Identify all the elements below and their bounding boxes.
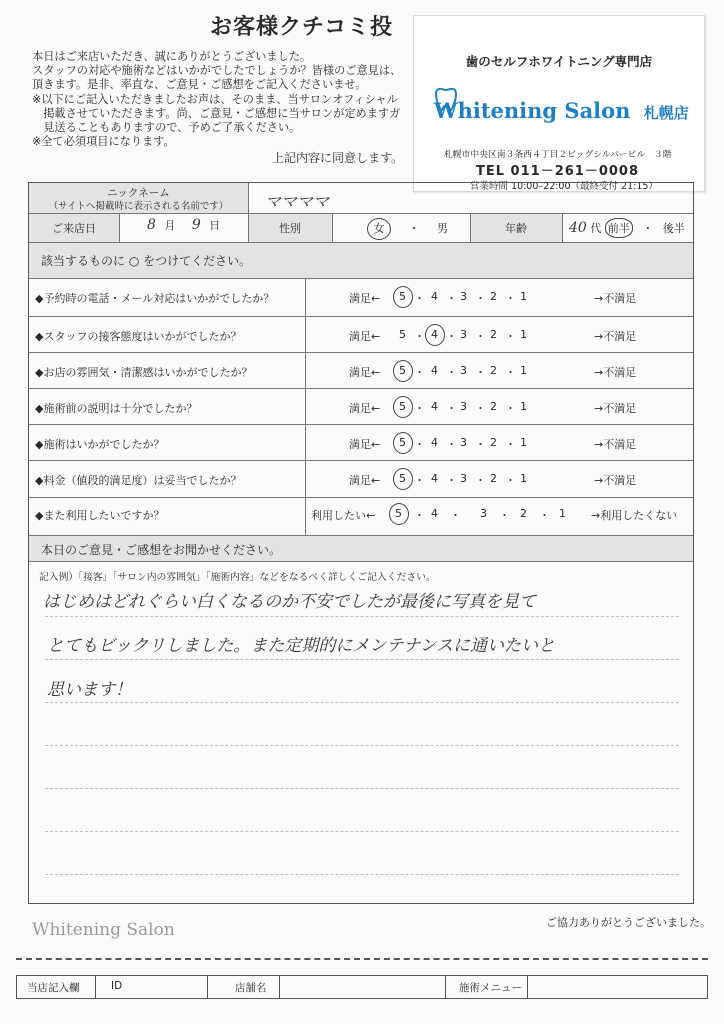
rating-option-4[interactable]: 4 xyxy=(431,328,438,341)
staff-field xyxy=(16,975,708,999)
scale-right-label: →不満足 xyxy=(594,292,637,305)
scale-dot: ・ xyxy=(505,292,516,305)
rating-option-1[interactable]: 1 xyxy=(520,400,527,413)
selected-rating-circle xyxy=(393,396,413,418)
repeat-option-2[interactable]: 2 xyxy=(520,507,527,520)
card-tel: TEL 011－261－0008 xyxy=(476,164,640,179)
intro-line: ※以下にご記入いただきましたお声は、そのまま、当サロンオフィシャル xyxy=(32,92,398,106)
rating-option-1[interactable]: 1 xyxy=(520,364,527,377)
gender-label: 性別 xyxy=(279,222,301,235)
gender-separator: ・ xyxy=(408,222,420,235)
scale-dot: ・ xyxy=(475,292,486,305)
rating-option-2[interactable]: 2 xyxy=(490,436,497,449)
card-brand xyxy=(434,98,689,123)
selected-rating-circle xyxy=(393,432,413,454)
comment-header: 本日のご意見・ご感想をお聞かせください。 xyxy=(41,543,282,557)
card-address: 札幌市中央区南３条西４丁目２ビッグシルバービル ３階 xyxy=(444,150,672,160)
intro-line: スタッフの対応や施術などはいかがでしたでしょうか？皆様のご意見は、 xyxy=(32,64,402,78)
scale-dot: ・ xyxy=(475,330,486,343)
question-text: ◆料金（値段的満足度）は妥当でしたか？ xyxy=(35,474,242,487)
question-text: ◆スタッフの接客態度はいかがでしたか？ xyxy=(35,330,242,343)
scale-right-label: →不満足 xyxy=(594,474,637,487)
branch-name: 札幌店 xyxy=(643,104,689,122)
rating-option-4[interactable]: 4 xyxy=(431,436,438,449)
scale-right-label: →不満足 xyxy=(594,402,637,415)
nickname-label: ニックネーム xyxy=(107,187,170,199)
rating-option-1[interactable]: 1 xyxy=(520,328,527,341)
age-unit: 代 xyxy=(590,222,602,235)
rating-option-3[interactable]: 3 xyxy=(460,436,467,449)
comment-line: とてもビックリしました。また定期的にメンテナンスに通いたいと xyxy=(47,636,555,656)
scale-dot: ・ xyxy=(450,509,461,522)
rating-option-3[interactable]: 3 xyxy=(460,328,467,341)
footer-logo: Whitening Salon xyxy=(32,920,175,940)
repeat-question: ◆また利用したいですか？ xyxy=(35,509,165,522)
thanks-text: ご協力ありがとうございました。 xyxy=(546,916,711,929)
rating-option-3[interactable]: 3 xyxy=(460,472,467,485)
scale-dot: ・ xyxy=(499,509,510,522)
scale-dot: ・ xyxy=(475,474,486,487)
visit-date xyxy=(147,217,220,233)
id-label: ID xyxy=(111,980,123,992)
rating-option-3[interactable]: 3 xyxy=(460,400,467,413)
scale-left-label: 満足← xyxy=(349,366,381,379)
scale-dot: ・ xyxy=(505,366,516,379)
gender-female-option[interactable]: 女 xyxy=(367,218,391,240)
scale-dot: ・ xyxy=(446,366,457,379)
visit-day-unit: 日 xyxy=(209,219,221,232)
rating-option-5[interactable]: 5 xyxy=(399,400,406,413)
card-hours: 営業時間 10:00–22:00（最終受付 21:15） xyxy=(470,181,658,192)
rating-option-2[interactable]: 2 xyxy=(490,472,497,485)
instruction-text: 該当するものに ○ をつけてください。 xyxy=(41,254,252,268)
intro-line: 本日はご来店いただき、誠にありがとうございました。 xyxy=(32,50,312,63)
age-first-half-option[interactable]: 前半 xyxy=(605,218,633,238)
rating-option-2[interactable]: 2 xyxy=(490,400,497,413)
age-second-half-option[interactable]: 後半 xyxy=(662,222,685,235)
rating-option-1[interactable]: 1 xyxy=(520,472,527,485)
selected-rating-circle xyxy=(393,286,413,308)
visit-day: 9 xyxy=(191,217,201,233)
rating-option-3[interactable]: 3 xyxy=(460,290,467,303)
scale-left-label: 満足← xyxy=(349,402,381,415)
visit-month-unit: 月 xyxy=(164,219,176,232)
scale-left-label: 満足← xyxy=(349,292,381,305)
scale-left-label: 満足← xyxy=(349,330,381,343)
scale-dot: ・ xyxy=(505,438,516,451)
rating-option-5[interactable]: 5 xyxy=(399,328,406,341)
selected-rating-circle xyxy=(425,324,445,346)
nickname-sublabel: （サイトへ掲載時に表示される名前です） xyxy=(48,201,229,212)
scale-dot: ・ xyxy=(414,366,425,379)
age-separator: ・ xyxy=(642,222,654,235)
visit-month: 8 xyxy=(147,217,156,233)
intro-line: 見送ることもありますので、予めご了承ください。 xyxy=(32,121,301,135)
card-subtitle: 歯のセルフホワイトニング専門店 xyxy=(465,54,653,69)
store-label: 店舗名 xyxy=(235,982,267,994)
repeat-option-3[interactable]: 3 xyxy=(480,507,487,520)
scale-dot: ・ xyxy=(505,330,516,343)
rating-option-1[interactable]: 1 xyxy=(520,436,527,449)
scale-dot: ・ xyxy=(505,474,516,487)
scale-left-label: 満足← xyxy=(349,438,381,451)
age-value: 40 xyxy=(569,220,587,236)
rating-option-5[interactable]: 5 xyxy=(399,436,406,449)
scale-right-label: →不満足 xyxy=(594,366,637,379)
scale-left-label: 満足← xyxy=(349,474,381,487)
brand-name: Whitening Salon xyxy=(434,98,631,123)
rating-option-4[interactable]: 4 xyxy=(431,290,438,303)
scale-dot: ・ xyxy=(539,509,550,522)
repeat-option-1[interactable]: 1 xyxy=(559,507,566,520)
scale-dot: ・ xyxy=(414,330,425,343)
selected-rating-circle xyxy=(393,468,413,490)
scale-right-label: →不満足 xyxy=(594,438,637,451)
repeat-right-label: →利用したくない xyxy=(591,509,678,522)
intro-line: 頂きます。是非、率直な、ご意見・ご感想をご記入くださいませ。 xyxy=(32,78,367,92)
gender-male-option[interactable]: 男 xyxy=(437,222,448,235)
page-title: お客様クチコミ投 xyxy=(210,15,394,40)
staff-field-label: 当店記入欄 xyxy=(27,982,80,994)
review-form xyxy=(28,182,694,904)
scale-dot: ・ xyxy=(475,438,486,451)
scale-dot: ・ xyxy=(414,438,425,451)
question-text: ◆予約時の電話・メール対応はいかがでしたか？ xyxy=(35,292,275,305)
visit-label: ご来店日 xyxy=(52,222,96,235)
rating-option-5[interactable]: 5 xyxy=(399,290,406,303)
rating-option-3[interactable]: 3 xyxy=(460,364,467,377)
scale-dot: ・ xyxy=(446,438,457,451)
repeat-option-5[interactable]: 5 xyxy=(395,507,402,520)
rating-option-2[interactable]: 2 xyxy=(490,328,497,341)
nickname-value: ママママ xyxy=(265,192,330,211)
rating-option-2[interactable]: 2 xyxy=(490,290,497,303)
business-card xyxy=(413,15,705,192)
agree-text: 上記内容に同意します。 xyxy=(272,151,404,165)
scale-dot: ・ xyxy=(475,366,486,379)
scale-right-label: →不満足 xyxy=(594,330,637,343)
scale-dot: ・ xyxy=(505,402,516,415)
intro-text xyxy=(32,50,412,149)
menu-label: 施術メニュー xyxy=(459,982,522,994)
rating-option-2[interactable]: 2 xyxy=(490,364,497,377)
comment-line: はじめはどれぐらい白くなるのか不安でしたが最後に写真を見て xyxy=(43,592,536,612)
scale-dot: ・ xyxy=(414,292,425,305)
cut-line xyxy=(16,958,708,960)
age-options xyxy=(569,218,685,238)
question-text: ◆お店の雰囲気・清潔感はいかがでしたか？ xyxy=(35,366,253,379)
rating-option-1[interactable]: 1 xyxy=(520,290,527,303)
age-label: 年齢 xyxy=(505,222,527,235)
rating-option-4[interactable]: 4 xyxy=(431,472,438,485)
scale-dot: ・ xyxy=(414,509,425,522)
rating-option-5[interactable]: 5 xyxy=(399,472,406,485)
intro-line: ※全て必須項目になります。 xyxy=(32,135,175,149)
comment-line: 思います！ xyxy=(47,680,132,700)
repeat-left-label: 利用したい← xyxy=(311,509,376,522)
scale-dot: ・ xyxy=(446,330,457,343)
selected-rating-circle xyxy=(393,360,413,382)
scale-dot: ・ xyxy=(475,402,486,415)
scale-dot: ・ xyxy=(446,402,457,415)
repeat-option-4[interactable]: 4 xyxy=(431,507,438,520)
gender-options xyxy=(367,220,448,240)
scale-dot: ・ xyxy=(414,474,425,487)
rating-option-4[interactable]: 4 xyxy=(431,400,438,413)
repeat-scale xyxy=(311,507,375,523)
scale-dot: ・ xyxy=(446,474,457,487)
scale-dot: ・ xyxy=(446,292,457,305)
question-text: ◆施術はいかがでしたか？ xyxy=(35,438,165,451)
comment-example: 記入例）「接客」「サロン内の雰囲気」「施術内容」などをなるべく詳しくご記入ください。 xyxy=(39,572,436,583)
rating-option-5[interactable]: 5 xyxy=(399,364,406,377)
rating-option-4[interactable]: 4 xyxy=(431,364,438,377)
intro-line: 掲載させていただきます。尚、ご意見・ご感想に当サロンが定めますガ xyxy=(32,106,401,120)
selected-repeat-circle xyxy=(389,503,409,525)
question-text: ◆施術前の説明は十分でしたか？ xyxy=(35,402,198,415)
scale-dot: ・ xyxy=(414,402,425,415)
